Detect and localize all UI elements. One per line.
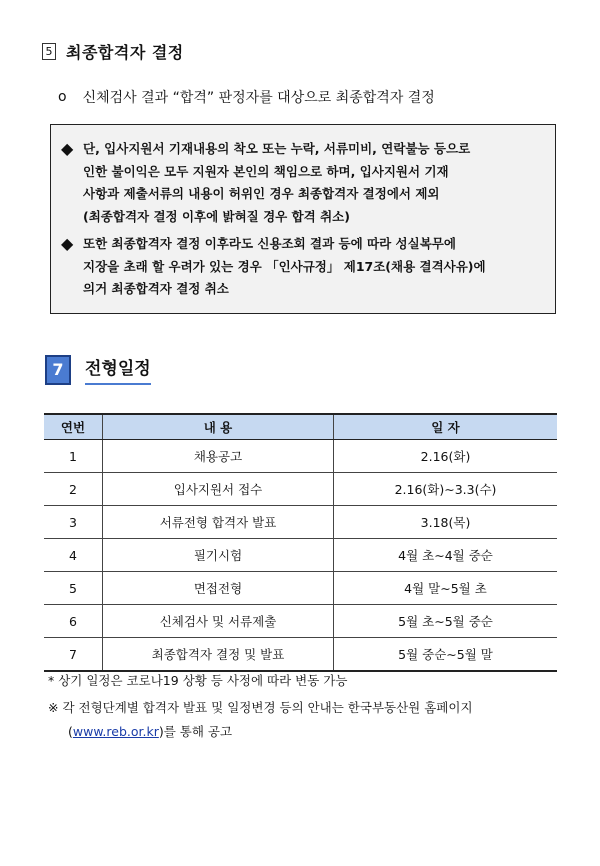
cell-date: 2.16(화) xyxy=(334,440,558,473)
cell-seq: 3 xyxy=(44,506,103,539)
cell-date: 5월 중순∼5월 말 xyxy=(334,638,558,672)
notice-item-2 xyxy=(61,233,486,301)
diamond-icon: ◆ xyxy=(61,139,74,158)
notice-box xyxy=(50,124,556,314)
cell-content: 신체검사 및 서류제출 xyxy=(103,605,334,638)
paren-open: ( xyxy=(68,724,73,739)
cell-seq: 2 xyxy=(44,473,103,506)
notice-line: 의거 최종합격자 결정 취소 xyxy=(83,281,229,296)
diamond-icon: ◆ xyxy=(61,234,74,253)
header-seq: 연번 xyxy=(44,414,103,440)
table-row xyxy=(44,572,557,605)
section5-heading xyxy=(42,40,184,63)
section7-title: 전형일정 xyxy=(85,359,151,379)
header-date: 일 자 xyxy=(334,414,558,440)
cell-seq: 4 xyxy=(44,539,103,572)
cell-seq: 1 xyxy=(44,440,103,473)
section5-title: 최종합격자 결정 xyxy=(66,43,184,62)
table-header-row xyxy=(44,414,557,440)
footnote-line: ※ 각 전형단계별 합격자 발표 및 일정변경 등의 안내는 한국부동산원 홈페이지 xyxy=(48,700,473,715)
cell-seq: 5 xyxy=(44,572,103,605)
section7-title-underline xyxy=(85,354,151,385)
cell-seq: 6 xyxy=(44,605,103,638)
section5-number: 5 xyxy=(42,43,56,60)
table-row xyxy=(44,605,557,638)
cell-content: 최종합격자 결정 및 발표 xyxy=(103,638,334,672)
homepage-link[interactable]: www.reb.or.kr xyxy=(72,724,159,739)
notice-line: 단, 입사지원서 기재내용의 착오 또는 누락, 서류미비, 연락불능 등으로 xyxy=(83,141,471,156)
section5-bullet xyxy=(58,87,435,107)
bullet-marker: o xyxy=(58,89,67,105)
footnote-schedule-change: * 상기 일정은 코로나19 상황 등 사정에 따라 변동 가능 xyxy=(48,673,348,688)
cell-date: 3.18(목) xyxy=(334,506,558,539)
cell-content: 서류전형 합격자 발표 xyxy=(103,506,334,539)
cell-date: 5월 초∼5월 중순 xyxy=(334,605,558,638)
table-row xyxy=(44,638,557,672)
table-row xyxy=(44,473,557,506)
cell-seq: 7 xyxy=(44,638,103,672)
notice-line: 또한 최종합격자 결정 이후라도 신용조회 결과 등에 따라 성실복무에 xyxy=(83,236,456,251)
notice-line: 사항과 제출서류의 내용이 허위인 경우 최종합격자 결정에서 제외 xyxy=(83,186,440,201)
section5-bullet-text: 신체검사 결과 “합격” 판정자를 대상으로 최종합격자 결정 xyxy=(82,90,435,106)
notice-line: 지장을 초래 할 우려가 있는 경우 「인사규정」 제17조(채용 결격사유)에 xyxy=(83,258,486,274)
cell-content: 채용공고 xyxy=(103,440,334,473)
cell-date: 2.16(화)∼3.3(수) xyxy=(334,473,558,506)
cell-content: 입사지원서 접수 xyxy=(103,473,334,506)
footnote-announcement xyxy=(48,696,473,744)
cell-date: 4월 말∼5월 초 xyxy=(334,572,558,605)
notice-line: (최종합격자 결정 이후에 밝혀질 경우 합격 취소) xyxy=(83,208,350,224)
section7-number: 7 xyxy=(45,355,71,385)
cell-date: 4월 초∼4월 중순 xyxy=(334,539,558,572)
table-row xyxy=(44,440,557,473)
footnote-line xyxy=(48,720,473,744)
cell-content: 필기시험 xyxy=(103,539,334,572)
cell-content: 면접전형 xyxy=(103,572,334,605)
table-row xyxy=(44,539,557,572)
notice-line: 인한 불이익은 모두 지원자 본인의 책임으로 하며, 입사지원서 기재 xyxy=(83,163,449,179)
schedule-table xyxy=(44,413,557,672)
notice-item-1 xyxy=(61,138,470,228)
footnote-rest: )를 통해 공고 xyxy=(158,724,233,739)
table-row xyxy=(44,506,557,539)
section7-heading xyxy=(45,354,151,385)
header-content: 내 용 xyxy=(103,414,334,440)
